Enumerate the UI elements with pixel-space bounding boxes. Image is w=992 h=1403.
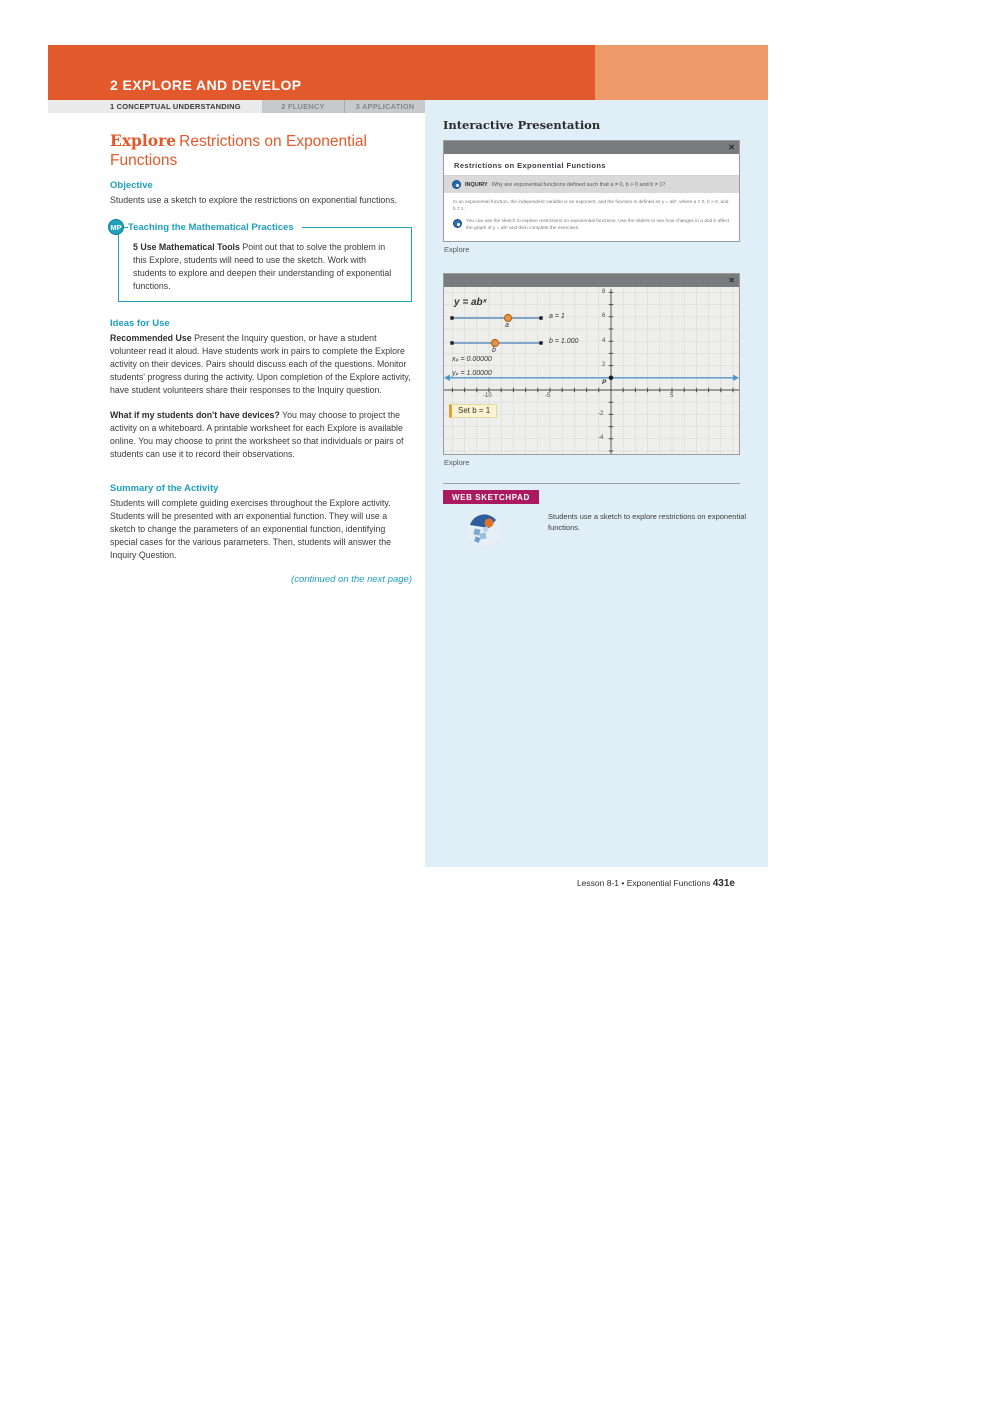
graph-line-right-arrow-icon (733, 375, 739, 381)
article-title-keyword: Explore (110, 131, 177, 150)
close-icon[interactable]: ✕ (728, 276, 735, 285)
y-tick-4: 4 (602, 338, 606, 344)
slide1-body (444, 193, 739, 241)
tab-conceptual-understanding[interactable]: 1 CONCEPTUAL UNDERSTANDING (48, 100, 262, 113)
grid-vertical-lines (452, 287, 733, 454)
point-P[interactable] (609, 376, 614, 381)
inquiry-question: Why are exponential functions defined such that a ≠ 0, b > 0 and b ≠ 1? (491, 181, 666, 188)
slider-b-right-end (539, 341, 542, 344)
no-devices-text: You may choose to project the activity on a whiteboard. A printable worksheet for each Explore is available online. You may choose to print the worksheet so that individuals or pairs of students can use it to record their observations. (110, 410, 404, 459)
panel-heading: Interactive Presentation (443, 118, 601, 132)
xp-readout: xₚ = 0.00000 (452, 356, 492, 363)
tab-application[interactable]: 3 APPLICATION (344, 100, 425, 113)
page-footer (577, 878, 735, 889)
objective-body: Students use a sketch to explore the restrictions on exponential functions. (110, 195, 398, 205)
slider-a-handle[interactable] (504, 314, 511, 321)
ideas-paragraph-2 (110, 409, 412, 461)
no-devices-lead: What if my students don't have devices? (110, 410, 280, 420)
web-sketchpad-icon (465, 511, 503, 554)
slider-a-letter: a (505, 322, 509, 329)
x-tick-neg10: -10 (483, 393, 492, 399)
rigor-tabbar (48, 100, 425, 113)
math-practices-lead: 5 Use Mathematical Tools (133, 242, 240, 252)
math-practices-body (133, 241, 401, 293)
slide2-caption: Explore (444, 458, 470, 467)
inquiry-bar (444, 176, 739, 193)
web-sketchpad-description: Students use a sketch to explore restrictions on exponential functions. (548, 512, 747, 532)
recommended-use-lead: Recommended Use (110, 333, 192, 343)
main-article (110, 131, 412, 585)
objective-heading: Objective (110, 180, 153, 191)
slider-b-left-end (450, 341, 453, 344)
y-tick-neg2: -2 (598, 411, 604, 417)
close-icon[interactable]: ✕ (728, 143, 735, 152)
slider-b-letter: b (492, 347, 496, 354)
mp-badge-icon: MP (108, 219, 124, 235)
slide1-instructions-text: You can use the sketch to explore restrictions on exponential functions. Use the sliders to see how changes in a and b affect the graph of y = abˣ and then complete the exercises. (466, 219, 730, 231)
talk-icon (453, 219, 462, 228)
math-practices-text: Point out that to solve the problem in this Explore, students will need to use the sketch. Work with students to explore and deepen their understanding of exponential functions. (133, 242, 392, 291)
slide1-title: Restrictions on Exponential Functions (444, 154, 739, 176)
set-b-button[interactable]: Set b = 1 (449, 404, 497, 418)
x-tick-5: 5 (670, 393, 674, 399)
math-practices-header (108, 219, 412, 235)
slider-a-left-end (450, 316, 453, 319)
inquiry-label: INQUIRY (465, 181, 488, 188)
slide2-titlebar (444, 274, 739, 287)
slide1-titlebar (444, 141, 739, 154)
article-title-rest: Restrictions on Exponential Functions (110, 133, 367, 169)
page-section-title: 2 EXPLORE AND DEVELOP (110, 77, 302, 93)
header-band-light (595, 45, 768, 100)
point-P-label: P (602, 379, 607, 386)
slider-a-value: a = 1 (549, 313, 565, 320)
recommended-use-text: Present the Inquiry question, or have a student volunteer read it aloud. Have students work in pairs to complete the Explore activity on their devices. Pairs should discuss each of the questions. Monitor students' progress during the activity. Upon completion of the Explore activity, have student volunteers share their responses to the Inquiry question. (110, 333, 411, 395)
ideas-paragraph-1 (110, 332, 412, 397)
article-title (110, 131, 396, 170)
slide1-definition-text: In an exponential function, the independent variable is an exponent, and the function is defined as y = abˣ, where a ≠ 0, b > 0, and b ≠ 1. (453, 200, 729, 212)
footer-bullet: • (621, 878, 625, 888)
web-sketchpad-badge: WEB SKETCHPAD (443, 490, 539, 504)
summary-body: Students will complete guiding exercises throughout the Explore activity. Students will be presented with an exponential function. They will use a sketch to change the parameters of an exponential function, identifying special cases for the various parameters. Then, students will answer the Inquiry Question. (110, 498, 391, 560)
footer-lesson: Lesson 8-1 (576, 878, 619, 888)
footer-page-number: 431e (712, 878, 735, 889)
summary-heading: Summary of the Activity (110, 483, 219, 494)
inquiry-icon (452, 180, 461, 189)
interactive-presentation-panel (425, 100, 768, 867)
slider-b-value: b = 1.000 (549, 338, 579, 345)
equation-label: y = abˣ (454, 297, 487, 308)
y-tick-6: 6 (602, 313, 606, 319)
web-sketchpad-row (443, 509, 768, 559)
sketch-graph-area (444, 287, 739, 454)
y-tick-8: 8 (602, 289, 606, 295)
slider-a-right-end (539, 316, 542, 319)
tab-fluency[interactable]: 2 FLUENCY (281, 102, 325, 111)
slide1-caption: Explore (444, 245, 470, 254)
y-tick-2: 2 (602, 362, 606, 368)
footer-title: Exponential Functions (626, 878, 711, 888)
header-band (48, 45, 768, 100)
slider-b-handle[interactable] (491, 339, 498, 346)
presentation-slide-2 (443, 273, 740, 455)
x-tick-neg5: -5 (545, 393, 551, 399)
graph-line-left-arrow-icon (444, 375, 450, 381)
continued-note: (continued on the next page) (291, 574, 412, 585)
math-practices-heading: Teaching the Mathematical Practices (128, 222, 302, 233)
ideas-heading: Ideas for Use (110, 318, 170, 329)
y-tick-neg4: -4 (598, 435, 604, 441)
math-practices-box (118, 227, 412, 302)
yp-readout: yₚ = 1.00000 (452, 370, 492, 377)
panel-divider (443, 483, 740, 484)
math-practices-section (110, 219, 412, 302)
presentation-slide-1 (443, 140, 740, 242)
